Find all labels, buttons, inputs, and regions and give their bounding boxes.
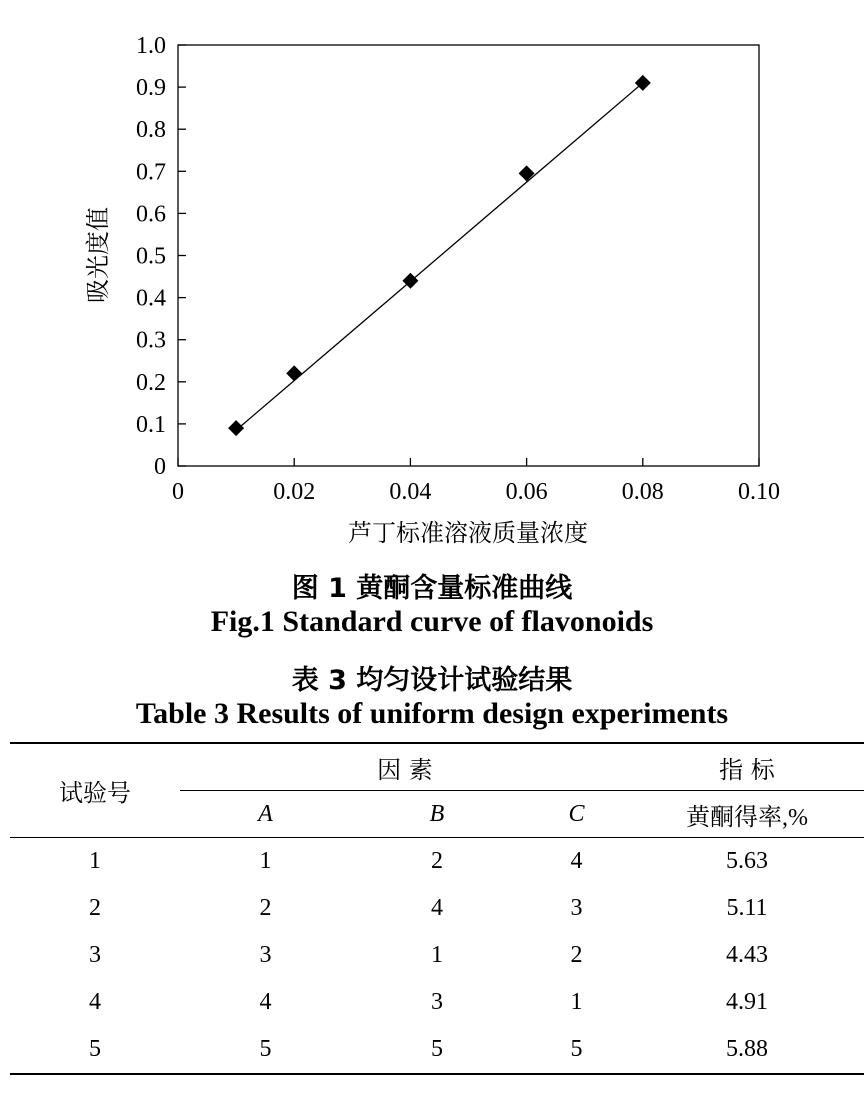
cell-b: 1 (431, 942, 443, 968)
table-row (10, 932, 864, 979)
cell-a: 3 (259, 942, 272, 968)
cell-b: 4 (431, 895, 443, 921)
header-factor-c: C (523, 791, 630, 838)
y-tick-label: 0.6 (136, 201, 166, 228)
x-axis-title: 芦丁标准溶液质量浓度 (348, 519, 588, 547)
data-point-diamond (286, 365, 302, 381)
table-row (10, 885, 864, 932)
y-tick-label: 0.4 (136, 285, 166, 312)
table-row (10, 1026, 864, 1074)
cell-a: 4 (259, 989, 272, 1015)
header-factor-b: B (351, 791, 523, 838)
cell-a: 5 (180, 1026, 351, 1074)
x-tick-label: 0.08 (621, 479, 664, 505)
cell-a: 1 (259, 848, 272, 874)
y-tick-label: 0.7 (136, 159, 166, 186)
x-tick-label: 0.02 (273, 479, 316, 505)
cell-c: 2 (570, 942, 583, 968)
cell-b: 5 (351, 1026, 523, 1074)
header-index: 指 标 (630, 743, 864, 791)
cell-yield: 4.43 (726, 942, 768, 968)
cell-yield: 5.63 (726, 848, 768, 874)
y-tick-label: 0.8 (136, 117, 166, 144)
table-row (10, 979, 864, 1026)
data-point-diamond (228, 420, 244, 436)
cell-c: 1 (570, 989, 583, 1015)
y-tick-label: 0.2 (136, 369, 166, 396)
figure-caption-en: Fig.1 Standard curve of flavonoids (210, 605, 654, 638)
plot-frame (178, 45, 759, 466)
x-tick-label: 0.04 (389, 479, 432, 505)
x-tick-label: 0.06 (505, 479, 548, 505)
figure-caption-cn: 图 1 黄酮含量标准曲线 (291, 573, 573, 604)
cell-b: 3 (431, 989, 443, 1015)
cell-c: 3 (570, 895, 583, 921)
cell-yield: 5.11 (726, 895, 768, 921)
table-header-row-1 (10, 743, 864, 791)
y-axis-title: 吸光度值 (84, 207, 112, 303)
y-tick-label: 0.5 (136, 243, 166, 270)
data-points (228, 75, 651, 436)
y-tick-label: 1.0 (136, 33, 166, 59)
table-row (10, 838, 864, 886)
cell-trial: 5 (10, 1026, 180, 1074)
x-tick-label: 0 (172, 479, 184, 505)
y-tick-label: 0.1 (136, 411, 166, 438)
table-caption-en: Table 3 Results of uniform design experiments (135, 697, 729, 730)
cell-c: 5 (523, 1026, 630, 1074)
cell-yield: 4.91 (726, 989, 768, 1015)
header-factor-a: A (180, 791, 351, 838)
data-point-diamond (519, 165, 535, 181)
cell-trial: 1 (89, 848, 101, 874)
table-caption-cn: 表 3 均匀设计试验结果 (291, 665, 573, 696)
header-flavonoid-yield: 黄酮得率,% (630, 791, 864, 838)
x-axis-ticks (172, 458, 780, 505)
cell-yield: 5.88 (630, 1026, 864, 1074)
header-trial-no: 试验号 (10, 743, 180, 838)
y-tick-label: 0.3 (136, 327, 166, 354)
results-table (10, 742, 864, 1075)
y-tick-label: 0 (154, 454, 166, 480)
cell-c: 4 (570, 848, 583, 874)
cell-trial: 2 (89, 895, 101, 921)
cell-b: 2 (431, 848, 443, 874)
x-tick-label: 0.10 (738, 479, 780, 505)
cell-trial: 3 (89, 942, 101, 968)
y-tick-label: 0.9 (136, 75, 166, 102)
header-factors: 因 素 (180, 743, 630, 791)
cell-trial: 4 (89, 989, 101, 1015)
cell-a: 2 (259, 895, 272, 921)
